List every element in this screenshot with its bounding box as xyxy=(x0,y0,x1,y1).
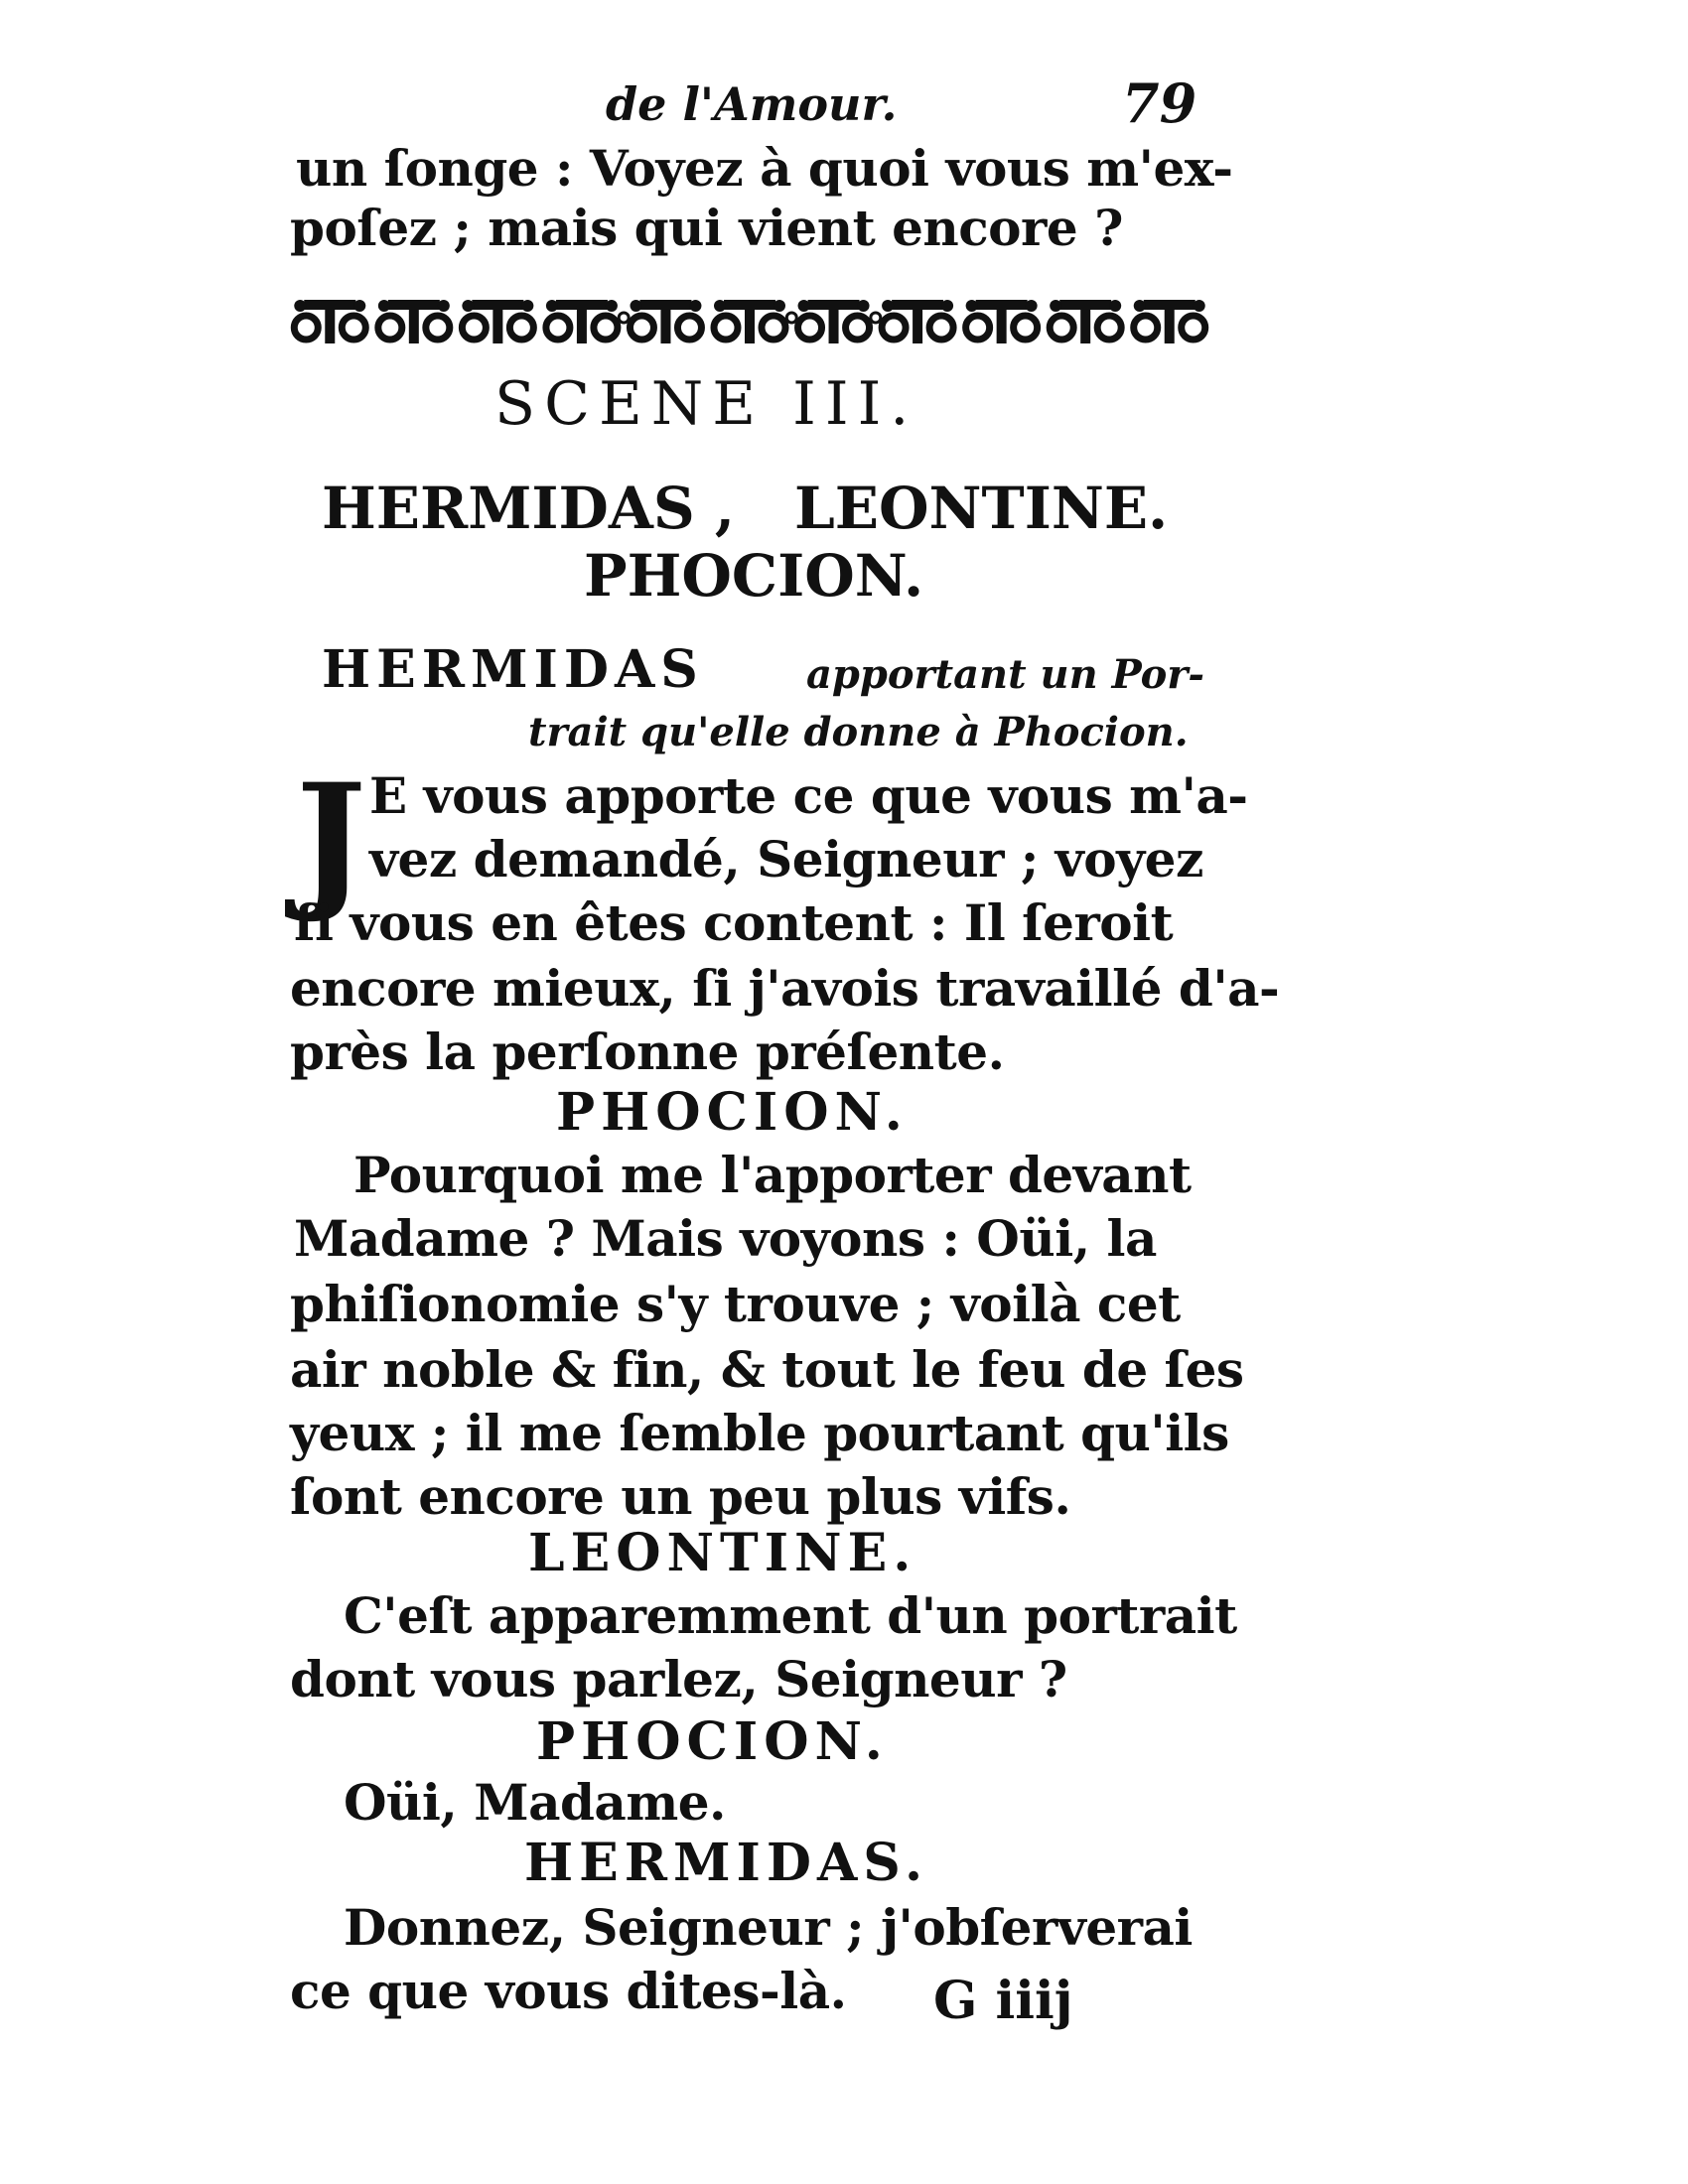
continuation-line-2: poſez ; mais qui vient encore ? xyxy=(290,199,1123,257)
speech-line: Oüi, Madame. xyxy=(344,1773,726,1832)
speech-line: vez demandé, Seigneur ; voyez xyxy=(369,830,1203,888)
fleuron-icon xyxy=(882,300,953,343)
fleuron-icon xyxy=(378,300,450,343)
speaker-leontine: LEONTINE. xyxy=(528,1523,917,1583)
speech-line: C'eſt apparemment d'un portrait xyxy=(344,1586,1237,1645)
speech-line: ſi vous en êtes content : Il ſeroit xyxy=(294,893,1174,952)
speech-line: dont vous parlez, Seigneur ? xyxy=(290,1650,1067,1708)
speaker-phocion: PHOCION. xyxy=(556,1082,909,1143)
fleuron-icon xyxy=(966,300,1038,343)
speech-line: encore mieux, ſi j'avois travaillé d'a- xyxy=(290,959,1280,1018)
continuation-line-1 xyxy=(296,139,1233,198)
speaker-phocion: PHOCION. xyxy=(536,1711,889,1772)
speech-line: phiſionomie s'y trouve ; voilà cet xyxy=(290,1275,1181,1333)
speech-line: ce que vous dites-là. xyxy=(290,1962,847,2020)
speech-line: ſont encore un peu plus vifs. xyxy=(290,1467,1071,1526)
cast-name-leontine: LEONTINE. xyxy=(794,475,1169,542)
fleuron-icon xyxy=(294,300,365,343)
speech-line: Madame ? Mais voyons : Oüi, la xyxy=(294,1209,1157,1268)
fleuron-icon xyxy=(714,300,785,343)
drop-capital: J xyxy=(296,751,366,926)
fleuron-icon xyxy=(1134,300,1205,343)
ornament-ring xyxy=(871,313,881,323)
speech-line xyxy=(369,766,1248,825)
stage-direction-line-1: apportant un Por- xyxy=(806,651,1204,698)
fleuron-icon xyxy=(462,300,533,343)
cast-name-phocion: PHOCION. xyxy=(584,542,924,610)
speech-line: yeux ; il me ſemble pourtant qu'ils xyxy=(290,1404,1229,1462)
speech-line: Pourquoi me l'apporter devant xyxy=(353,1146,1192,1204)
stage-direction-line-2: trait qu'elle donne à Phocion. xyxy=(528,709,1189,755)
text-line: E vous apporte ce que vous m'a- xyxy=(369,766,1248,825)
fleuron-icon xyxy=(1050,300,1121,343)
fleuron-icon xyxy=(630,300,701,343)
scene-title: SCENE III. xyxy=(494,369,918,439)
speech-line: air noble & fin, & tout le feu de ſes xyxy=(290,1340,1244,1399)
speaker-hermidas: HERMIDAS. xyxy=(524,1833,929,1893)
text-line: un ſonge : Voyez à quoi vous m'ex- xyxy=(296,139,1233,198)
ornament-ring xyxy=(619,313,629,323)
page-number: 79 xyxy=(1122,71,1197,135)
fleuron-ornament-band xyxy=(288,294,1211,349)
cast-name-hermidas: HERMIDAS , xyxy=(322,475,736,542)
speech-line: Donnez, Seigneur ; j'obſerverai xyxy=(344,1898,1193,1957)
fleuron-icon xyxy=(546,300,618,343)
fleuron-icon xyxy=(798,300,870,343)
speaker-hermidas: HERMIDAS xyxy=(322,639,704,700)
speech-line: près la perſonne préſente. xyxy=(290,1023,1005,1081)
ornament-ring xyxy=(786,313,796,323)
signature-mark: G iiij xyxy=(933,1971,1073,2031)
running-title: de l'Amour. xyxy=(606,77,898,131)
